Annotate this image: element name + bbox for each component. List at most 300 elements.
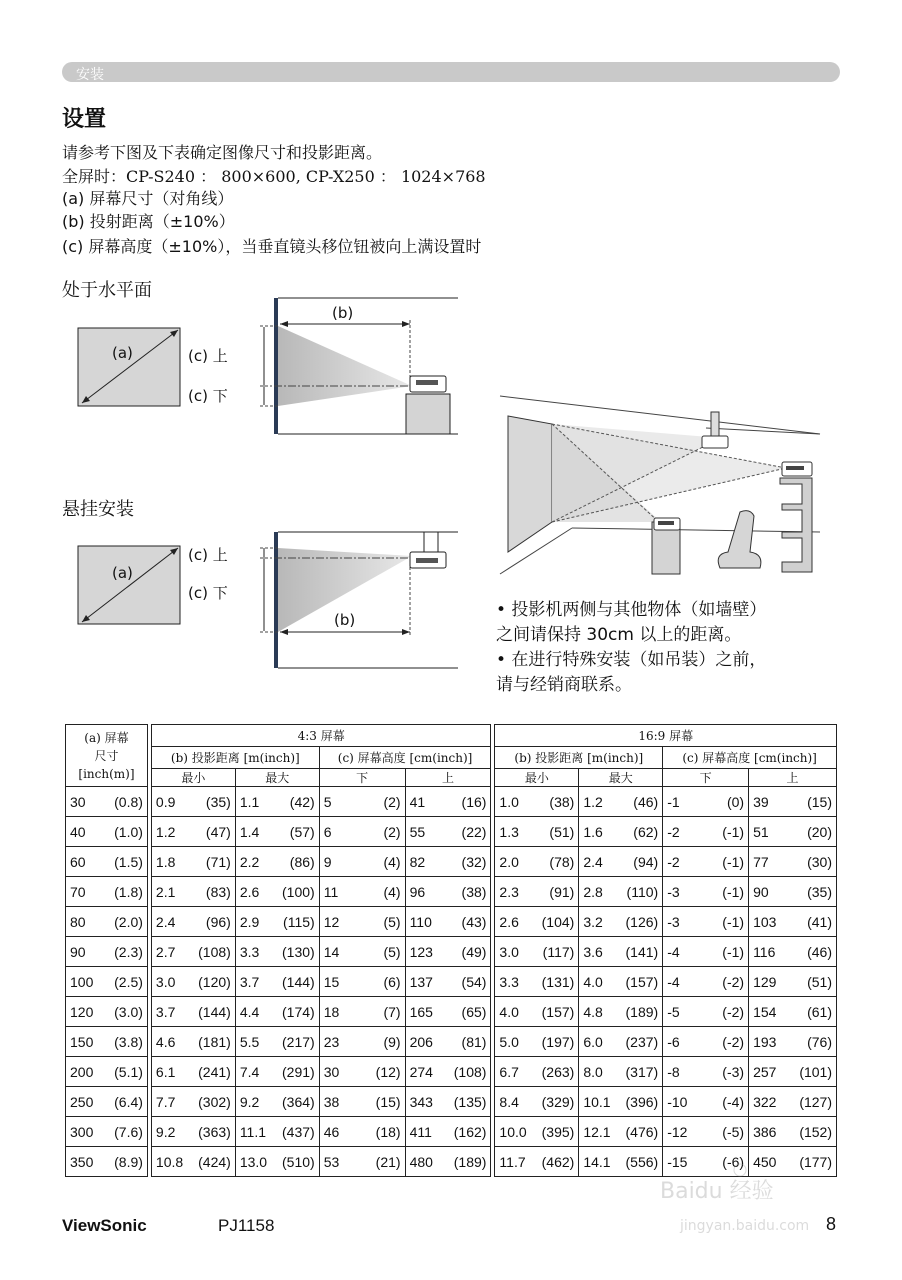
cell-value: 3.7: [239, 973, 260, 990]
cell-value: 450: [753, 1153, 777, 1170]
table-cell: [663, 1057, 749, 1087]
cell-value-alt-unit: (197): [541, 1033, 575, 1050]
table-cell: [151, 1117, 235, 1147]
cell-value: 4.4: [239, 1003, 260, 1020]
table-cell: [579, 967, 663, 997]
cell-value-alt-unit: (0): [726, 793, 745, 810]
cell-value: 1.3: [499, 823, 519, 840]
table-cell: [405, 847, 491, 877]
cell-value: 3.2: [583, 913, 603, 930]
ceiling-mount: [424, 532, 438, 552]
cell-value: 77: [753, 853, 769, 870]
cell-value: -2: [667, 853, 680, 870]
table-cell: [749, 817, 837, 847]
cell-value-alt-unit: (65): [461, 1003, 487, 1020]
cell-value: 322: [753, 1093, 777, 1110]
table-row: [66, 1087, 837, 1117]
projection-distance-table: [65, 724, 837, 1177]
wall: [274, 298, 278, 434]
chair: [718, 511, 761, 568]
label-b: (b): [332, 304, 354, 322]
table-cell: [495, 787, 579, 817]
cell-value-alt-unit: (-1): [722, 883, 745, 900]
cell-value: 10.1: [583, 1093, 611, 1110]
table-cell: [405, 1147, 491, 1177]
cell-value-alt-unit: (126): [625, 913, 659, 930]
table-cell: [405, 817, 491, 847]
table-row: [66, 877, 837, 907]
cell-value: -6: [667, 1033, 680, 1050]
cell-value: 1.1: [239, 793, 260, 810]
cell-value-alt-unit: (130): [282, 943, 315, 960]
cell-value-alt-unit: (81): [461, 1033, 487, 1050]
cell-value-alt-unit: (5): [383, 943, 401, 960]
table-cell: [151, 997, 235, 1027]
cell-value-alt-unit: (7.6): [114, 1123, 143, 1140]
table-cell: [663, 1027, 749, 1057]
note-1-line-2: 之间请保持 30cm 以上的距离。: [496, 625, 742, 645]
table-cell: [235, 1057, 319, 1087]
cell-value: 40: [70, 823, 86, 840]
table-cell: [663, 1117, 749, 1147]
cell-value-alt-unit: (217): [282, 1033, 315, 1050]
wall: [274, 532, 278, 668]
table-cell: [319, 1117, 405, 1147]
table-cell: [579, 907, 663, 937]
cell-value-alt-unit: (22): [461, 823, 487, 840]
light-beam: [278, 326, 412, 406]
cell-value-alt-unit: (237): [625, 1033, 659, 1050]
table-cell: [579, 787, 663, 817]
cell-value-alt-unit: (51): [549, 823, 575, 840]
cell-value: 110: [409, 913, 432, 930]
cell-value-alt-unit: (141): [625, 943, 659, 960]
cell-value-alt-unit: (32): [461, 853, 487, 870]
cell-value: -3: [667, 913, 680, 930]
cell-value-alt-unit: (189): [625, 1003, 659, 1020]
screen-size-cell: [66, 1117, 148, 1147]
cell-value: 1.8: [155, 853, 176, 870]
page-number: 8: [826, 1214, 837, 1234]
cell-value-alt-unit: (4): [383, 883, 401, 900]
table-row: [66, 1057, 837, 1087]
table-body: [66, 787, 837, 1177]
intro-line-1: 请参考下图及下表确定图像尺寸和投影距离。: [62, 143, 383, 162]
cell-value-alt-unit: (20): [807, 823, 832, 840]
table-cell: [151, 1087, 235, 1117]
intro-item-a: (a) 屏幕尺寸（对角线）: [62, 189, 234, 208]
screen: [508, 416, 552, 552]
cell-value-alt-unit: (1.5): [114, 853, 143, 870]
table-row: [66, 967, 837, 997]
cell-value-alt-unit: (556): [625, 1153, 659, 1170]
label-c-down: (c) 下: [188, 584, 228, 602]
horizontal-title: 处于水平面: [62, 280, 152, 301]
screen-size-cell: [66, 817, 148, 847]
cell-value-alt-unit: (30): [807, 853, 832, 870]
cell-value: -8: [667, 1063, 680, 1080]
table-cell: [495, 997, 579, 1027]
table-cell: [749, 997, 837, 1027]
cell-value-alt-unit: (94): [633, 853, 659, 870]
table-cell: [151, 967, 235, 997]
cell-value-alt-unit: (174): [282, 1003, 315, 1020]
table-cell: [319, 937, 405, 967]
table-cell: [151, 1147, 235, 1177]
table-cell: [405, 907, 491, 937]
table-row: [66, 997, 837, 1027]
table-cell: [495, 817, 579, 847]
cell-value: 10.0: [499, 1123, 527, 1140]
notes: [496, 598, 836, 698]
cell-value-alt-unit: (-4): [722, 1093, 745, 1110]
cell-value: 96: [409, 883, 426, 900]
room-diagram: [496, 394, 826, 590]
cell-value: 1.4: [239, 823, 260, 840]
cell-value-alt-unit: (15): [807, 793, 832, 810]
table-cell: [405, 997, 491, 1027]
cell-value: 1.2: [583, 793, 603, 810]
label-c-down: (c) 下: [188, 387, 228, 405]
cell-value: 9.2: [155, 1123, 176, 1140]
cell-value: 200: [70, 1063, 94, 1080]
cell-value-alt-unit: (181): [198, 1033, 231, 1050]
table-cell: [405, 877, 491, 907]
table-cell: [319, 787, 405, 817]
cell-value-alt-unit: (120): [198, 973, 231, 990]
table-cell: [579, 1027, 663, 1057]
cell-value: -4: [667, 973, 680, 990]
ceiling-mount: [711, 412, 719, 438]
cell-value-alt-unit: (41): [807, 913, 832, 930]
paw-icon: [734, 1164, 746, 1176]
table-cell: [235, 997, 319, 1027]
screen-size-cell: [66, 787, 148, 817]
page-title: 设置: [62, 107, 107, 132]
screen-size-cell: [66, 1087, 148, 1117]
cell-value-alt-unit: (302): [198, 1093, 231, 1110]
cell-value: 150: [70, 1033, 94, 1050]
cell-value-alt-unit: (5.1): [114, 1063, 143, 1080]
cell-value: 6: [323, 823, 332, 840]
label-c-up: (c) 上: [188, 347, 228, 365]
cell-value-alt-unit: (96): [205, 913, 231, 930]
cell-value-alt-unit: (2): [383, 823, 401, 840]
cell-value-alt-unit: (4): [383, 853, 401, 870]
cell-value: 3.3: [499, 973, 519, 990]
cell-value: 38: [323, 1093, 340, 1110]
cell-value: 154: [753, 1003, 777, 1020]
cell-value: 51: [753, 823, 769, 840]
cell-value-alt-unit: (395): [541, 1123, 575, 1140]
table-cell: [749, 1117, 837, 1147]
cell-value: 2.4: [155, 913, 176, 930]
intro-item-c: (c) 屏幕高度（±10%），当垂直镜头移位钮被向上满设置时: [62, 237, 482, 256]
table-cell: [151, 787, 235, 817]
table-cell: [495, 1087, 579, 1117]
cell-value: 11: [323, 883, 339, 900]
cell-value: 4.8: [583, 1003, 603, 1020]
table-cell: [235, 907, 319, 937]
screen-size-cell: [66, 1147, 148, 1177]
watermark-text-2: jingyan.baidu.com: [680, 1218, 810, 1234]
table-cell: [319, 907, 405, 937]
cell-value-alt-unit: (157): [625, 973, 659, 990]
cell-value-alt-unit: (12): [375, 1063, 401, 1080]
cell-value-alt-unit: (86): [289, 853, 315, 870]
cell-value-alt-unit: (127): [799, 1093, 832, 1110]
screen-size-cell: [66, 997, 148, 1027]
cell-value: 11.1: [239, 1123, 267, 1140]
cell-value-alt-unit: (135): [453, 1093, 487, 1110]
table: [406, 394, 450, 434]
cell-value: 1.0: [499, 793, 519, 810]
cell-value: 206: [409, 1033, 433, 1050]
cell-value: 193: [753, 1033, 777, 1050]
table-row: [66, 937, 837, 967]
dist-header-169: (b) 投影距离 [m(inch)]: [495, 747, 663, 769]
cell-value: 12: [323, 913, 340, 930]
cell-value: 100: [70, 973, 94, 990]
table-cell: [663, 787, 749, 817]
height-header-43: (c) 屏幕高度 [cm(inch)]: [319, 747, 491, 769]
cell-value: 2.2: [239, 853, 260, 870]
table-cell: [495, 937, 579, 967]
ceiling-diagram: [60, 526, 470, 676]
table-row: [66, 1027, 837, 1057]
cell-value-alt-unit: (396): [625, 1093, 659, 1110]
cell-value-alt-unit: (7): [383, 1003, 401, 1020]
cell-value: 10.8: [155, 1153, 184, 1170]
table-cell: [663, 907, 749, 937]
cell-value: 2.1: [155, 883, 176, 900]
table-cell: [749, 907, 837, 937]
table-cell: [749, 877, 837, 907]
cell-value-alt-unit: (101): [799, 1063, 832, 1080]
cell-value-alt-unit: (-1): [722, 823, 745, 840]
cell-value-alt-unit: (-2): [722, 1003, 745, 1020]
table-cell: [151, 1057, 235, 1087]
cell-value: 30: [70, 793, 86, 810]
table-cell: [663, 847, 749, 877]
cell-value: 137: [409, 973, 433, 990]
cell-value-alt-unit: (263): [541, 1063, 575, 1080]
table-cell: [663, 967, 749, 997]
section-bar: [62, 62, 840, 82]
table-cell: [319, 997, 405, 1027]
cell-value: 2.6: [239, 883, 260, 900]
cell-value-alt-unit: (162): [453, 1123, 487, 1140]
cell-value: 70: [70, 883, 86, 900]
cell-value-alt-unit: (5): [383, 913, 401, 930]
label-c-up: (c) 上: [188, 546, 228, 564]
cell-value: 12.1: [583, 1123, 611, 1140]
cell-value-alt-unit: (329): [541, 1093, 575, 1110]
table-cell: [151, 1027, 235, 1057]
note-2-line-1: • 在进行特殊安装（如吊装）之前，: [496, 650, 767, 670]
cell-value-alt-unit: (57): [289, 823, 315, 840]
cell-value-alt-unit: (1.0): [114, 823, 143, 840]
cell-value-alt-unit: (462): [541, 1153, 575, 1170]
cell-value: 4.0: [583, 973, 603, 990]
cell-value: 274: [409, 1063, 433, 1080]
cell-value-alt-unit: (152): [799, 1123, 832, 1140]
cell-value-alt-unit: (-1): [722, 853, 745, 870]
cell-value: 103: [753, 913, 777, 930]
cell-value-alt-unit: (424): [198, 1153, 231, 1170]
cell-value: 343: [409, 1093, 433, 1110]
corner-line-1: (a) 屏幕: [84, 730, 129, 745]
max-header: 最大: [579, 769, 663, 787]
cell-value-alt-unit: (317): [625, 1063, 659, 1080]
watermark: [640, 1150, 840, 1240]
table-cell: [749, 787, 837, 817]
min-header: 最小: [495, 769, 579, 787]
cell-value: 46: [323, 1123, 340, 1140]
cell-value: 480: [409, 1153, 433, 1170]
cell-value: 250: [70, 1093, 94, 1110]
cell-value: -12: [667, 1123, 688, 1140]
cell-value: 2.9: [239, 913, 260, 930]
cell-value-alt-unit: (0.8): [114, 793, 143, 810]
min-header: 最小: [151, 769, 235, 787]
table-cell: [319, 817, 405, 847]
cell-value-alt-unit: (49): [461, 943, 487, 960]
cell-value: 2.6: [499, 913, 519, 930]
cell-value: 386: [753, 1123, 777, 1140]
table-cell: [151, 937, 235, 967]
table-cell: [151, 907, 235, 937]
cell-value: 2.7: [155, 943, 176, 960]
cell-value-alt-unit: (100): [282, 883, 315, 900]
table-cell: [319, 1057, 405, 1087]
cell-value: 14: [323, 943, 340, 960]
dist-header-43: (b) 投影距离 [m(inch)]: [151, 747, 319, 769]
cell-value-alt-unit: (-2): [722, 973, 745, 990]
cell-value-alt-unit: (364): [282, 1093, 315, 1110]
cell-value: 7.7: [155, 1093, 176, 1110]
table-cell: [579, 877, 663, 907]
table-cell: [579, 937, 663, 967]
cell-value-alt-unit: (2): [383, 793, 401, 810]
cell-value-alt-unit: (6.4): [114, 1093, 143, 1110]
cell-value: 1.6: [583, 823, 603, 840]
table-cell: [235, 847, 319, 877]
cell-value-alt-unit: (-1): [722, 913, 745, 930]
table-cell: [319, 967, 405, 997]
cell-value-alt-unit: (51): [807, 973, 832, 990]
cell-value-alt-unit: (76): [807, 1033, 832, 1050]
table-cell: [579, 847, 663, 877]
cell-value-alt-unit: (42): [289, 793, 315, 810]
cell-value: 2.4: [583, 853, 603, 870]
cell-value-alt-unit: (15): [375, 1093, 401, 1110]
cell-value: 80: [70, 913, 86, 930]
cell-value-alt-unit: (3.0): [114, 1003, 143, 1020]
table-cell: [663, 937, 749, 967]
cell-value: 3.3: [239, 943, 260, 960]
cell-value-alt-unit: (110): [626, 883, 659, 900]
table-cell: [235, 1087, 319, 1117]
cell-value: 257: [753, 1063, 777, 1080]
table-cell: [749, 1057, 837, 1087]
cell-value: 2.8: [583, 883, 603, 900]
cell-value-alt-unit: (38): [461, 883, 487, 900]
cell-value: 14.1: [583, 1153, 611, 1170]
table-cell: [495, 967, 579, 997]
max-header: 最大: [235, 769, 319, 787]
cell-value: 1.2: [155, 823, 176, 840]
table-cell: [579, 1087, 663, 1117]
cell-value: 8.0: [583, 1063, 603, 1080]
up-header: 上: [405, 769, 491, 787]
note-2-line-2: 请与经销商联系。: [496, 675, 632, 695]
corner-line-2: 尺寸: [94, 748, 119, 763]
table-cell: [405, 1027, 491, 1057]
watermark-text-1: Baidu 经验: [660, 1179, 774, 1204]
cell-value: 41: [409, 793, 426, 810]
table-cell: [579, 997, 663, 1027]
table-cell: [405, 1057, 491, 1087]
cell-value-alt-unit: (104): [541, 913, 575, 930]
cell-value: 0.9: [155, 793, 176, 810]
cell-value-alt-unit: (510): [282, 1153, 315, 1170]
table-cell: [495, 877, 579, 907]
footer-brand: ViewSonic: [62, 1216, 147, 1235]
height-header-169: (c) 屏幕高度 [cm(inch)]: [663, 747, 837, 769]
table-cell: [749, 847, 837, 877]
cell-value: 9: [323, 853, 332, 870]
ceiling-title: 悬挂安装: [62, 499, 134, 520]
cell-value-alt-unit: (291): [282, 1063, 315, 1080]
cell-value-alt-unit: (177): [799, 1153, 832, 1170]
cell-value-alt-unit: (-5): [722, 1123, 745, 1140]
cell-value: 8.4: [499, 1093, 519, 1110]
cell-value: 15: [323, 973, 340, 990]
cell-value: 39: [753, 793, 769, 810]
table-row: [66, 907, 837, 937]
screen-size-cell: [66, 877, 148, 907]
cell-value-alt-unit: (35): [807, 883, 832, 900]
table-cell: [235, 877, 319, 907]
table-cell: [151, 877, 235, 907]
table-cell: [749, 1087, 837, 1117]
ceiling-projector: [702, 436, 728, 448]
label-a: (a): [112, 564, 133, 582]
table-cell: [235, 1027, 319, 1057]
cell-value-alt-unit: (241): [198, 1063, 231, 1080]
table-cell: [405, 967, 491, 997]
cell-value: 90: [753, 883, 769, 900]
cell-value: 4.6: [155, 1033, 176, 1050]
table-cell: [235, 787, 319, 817]
cell-value-alt-unit: (71): [205, 853, 231, 870]
cell-value: 120: [70, 1003, 94, 1020]
down-header: 下: [663, 769, 749, 787]
cell-value: 123: [409, 943, 433, 960]
cell-value: 116: [753, 943, 776, 960]
cell-value-alt-unit: (144): [282, 973, 315, 990]
group-169-header: 16:9 屏幕: [495, 725, 837, 747]
table-row: [66, 847, 837, 877]
table-cell: [663, 997, 749, 1027]
cell-value: -4: [667, 943, 680, 960]
cell-value: -15: [667, 1153, 688, 1170]
cell-value-alt-unit: (8.9): [114, 1153, 143, 1170]
table-cell: [495, 1057, 579, 1087]
cell-value: 7.4: [239, 1063, 260, 1080]
table-cell: [151, 817, 235, 847]
